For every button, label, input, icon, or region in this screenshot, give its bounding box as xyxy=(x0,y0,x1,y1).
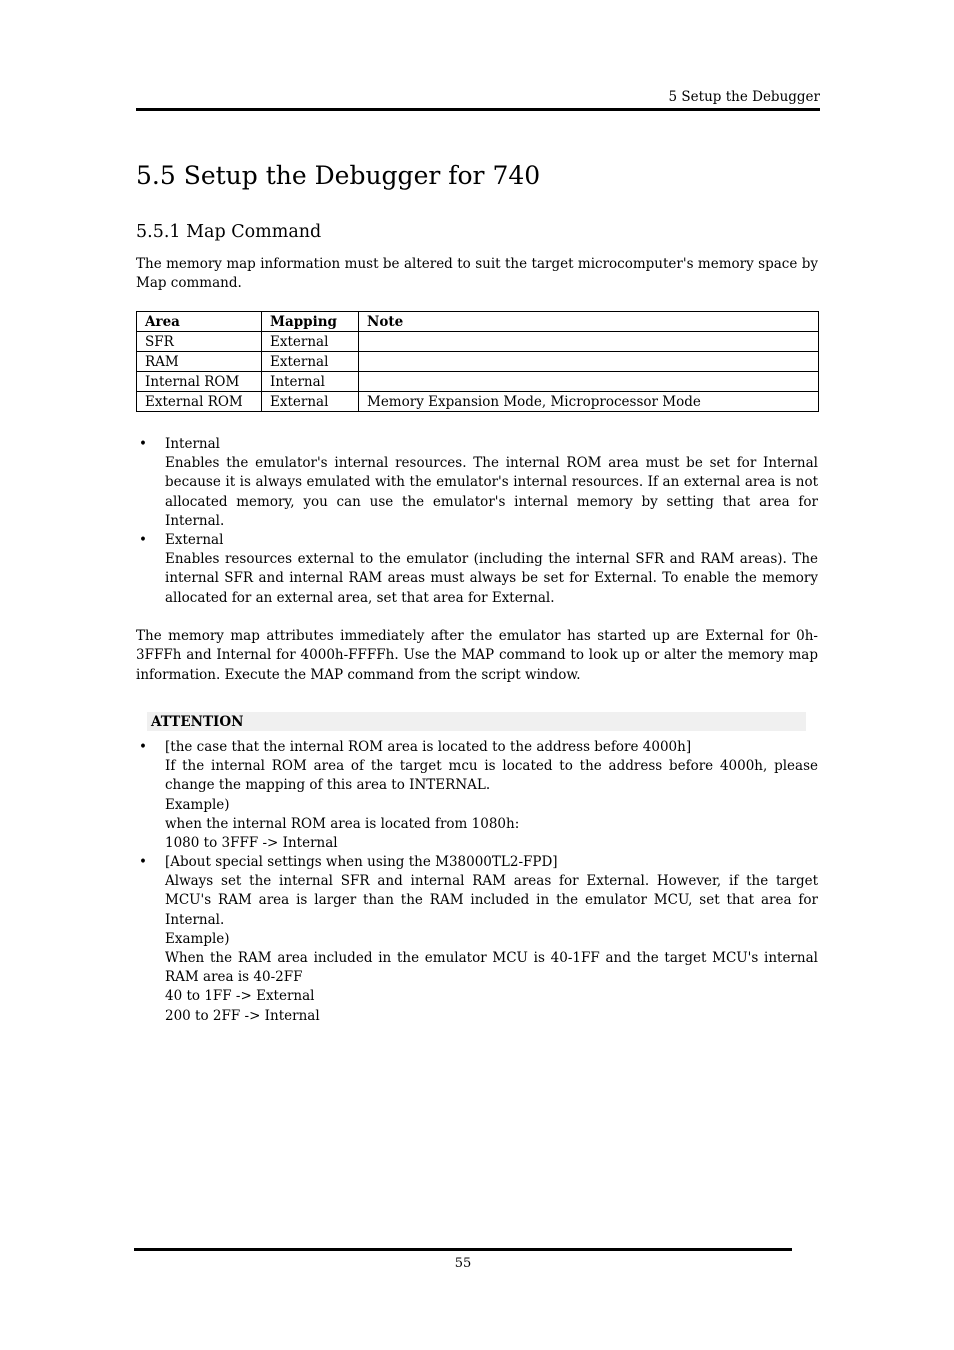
bullet-text: Enables the emulator's internal resources. The internal ROM area must be set for Internal because it is always emulated with the emulator's internal resources. If an external area is not allocated memory, you can use the emulator's internal memory by setting that area for Internal. xyxy=(165,455,818,529)
table-cell xyxy=(359,352,819,372)
attention-line: If the internal ROM area of the target mcu is located to the address before 4000h, please change the mapping of this area to INTERNAL. xyxy=(165,758,818,794)
table-row xyxy=(137,332,819,352)
closing-paragraph: The memory map attributes immediately after the emulator has started up are External for 0h-3FFFh and Internal for 4000h-FFFFh. Use the MAP command to look up or alter the memory map information. Execute the MAP command from the script window. xyxy=(136,628,818,683)
table-header-cell: Note xyxy=(359,312,819,332)
section-title: 5.5 Setup the Debugger for 740 xyxy=(136,161,541,190)
attention-line: 200 to 2FF -> Internal xyxy=(165,1007,320,1024)
footer-rule xyxy=(134,1248,792,1251)
page-number: 55 xyxy=(454,1256,472,1271)
table-header-cell: Area xyxy=(137,312,262,332)
bullet-symbol: • xyxy=(139,739,147,755)
memory-map-table xyxy=(136,311,819,412)
table-cell: External xyxy=(262,352,359,372)
table-cell: SFR xyxy=(137,332,262,352)
attention-line: Example) xyxy=(165,796,230,813)
table-cell: Memory Expansion Mode, Microprocessor Mode xyxy=(359,392,819,412)
bullet-text: Enables resources external to the emulator (including the internal SFR and RAM areas). The internal SFR and internal RAM areas must always be set for External. To enable the memory allocated for an external area, set that area for External. xyxy=(165,551,818,606)
table-cell xyxy=(359,372,819,392)
bullet-symbol: • xyxy=(139,532,147,548)
intro-paragraph: The memory map information must be altered to suit the target microcomputer's memory space by Map command. xyxy=(136,256,818,292)
bullet-external xyxy=(136,531,818,608)
running-header: 5 Setup the Debugger xyxy=(668,89,820,105)
header-rule xyxy=(136,108,820,111)
table-row xyxy=(137,352,819,372)
table-header-row xyxy=(137,312,819,332)
table-cell: RAM xyxy=(137,352,262,372)
attention-line: 40 to 1FF -> External xyxy=(165,988,315,1005)
table-cell: External xyxy=(262,332,359,352)
attention-bar xyxy=(147,712,806,731)
table-row xyxy=(137,392,819,412)
attention-line: when the internal ROM area is located from 1080h: xyxy=(165,815,520,832)
attention-line: When the RAM area included in the emulator MCU is 40-1FF and the target MCU's internal RAM area is 40-2FF xyxy=(165,950,818,986)
bullet-heading: Internal xyxy=(165,436,220,452)
bullet-internal xyxy=(136,435,818,531)
table-cell: External xyxy=(262,392,359,412)
attention-item-rom xyxy=(136,738,818,853)
attention-line: Always set the internal SFR and internal RAM areas for External. However, if the target MCU's RAM area is larger than the RAM included in the emulator MCU, set that area for Internal. xyxy=(165,873,818,928)
attention-line: Example) xyxy=(165,930,230,947)
attention-item-tl2 xyxy=(136,853,818,1026)
table-cell: Internal xyxy=(262,372,359,392)
subsection-title: 5.5.1 Map Command xyxy=(136,222,322,242)
bullet-heading: External xyxy=(165,532,224,548)
table-cell: External ROM xyxy=(137,392,262,412)
bullet-symbol: • xyxy=(139,854,147,870)
attention-line: [About special settings when using the M38000TL2-FPD] xyxy=(165,854,558,870)
attention-label: ATTENTION xyxy=(151,714,244,730)
bullet-symbol: • xyxy=(139,436,147,452)
table-cell xyxy=(359,332,819,352)
attention-line: 1080 to 3FFF -> Internal xyxy=(165,835,338,852)
table-row xyxy=(137,372,819,392)
table-header-cell: Mapping xyxy=(262,312,359,332)
attention-line: [the case that the internal ROM area is located to the address before 4000h] xyxy=(165,739,692,755)
table-cell: Internal ROM xyxy=(137,372,262,392)
